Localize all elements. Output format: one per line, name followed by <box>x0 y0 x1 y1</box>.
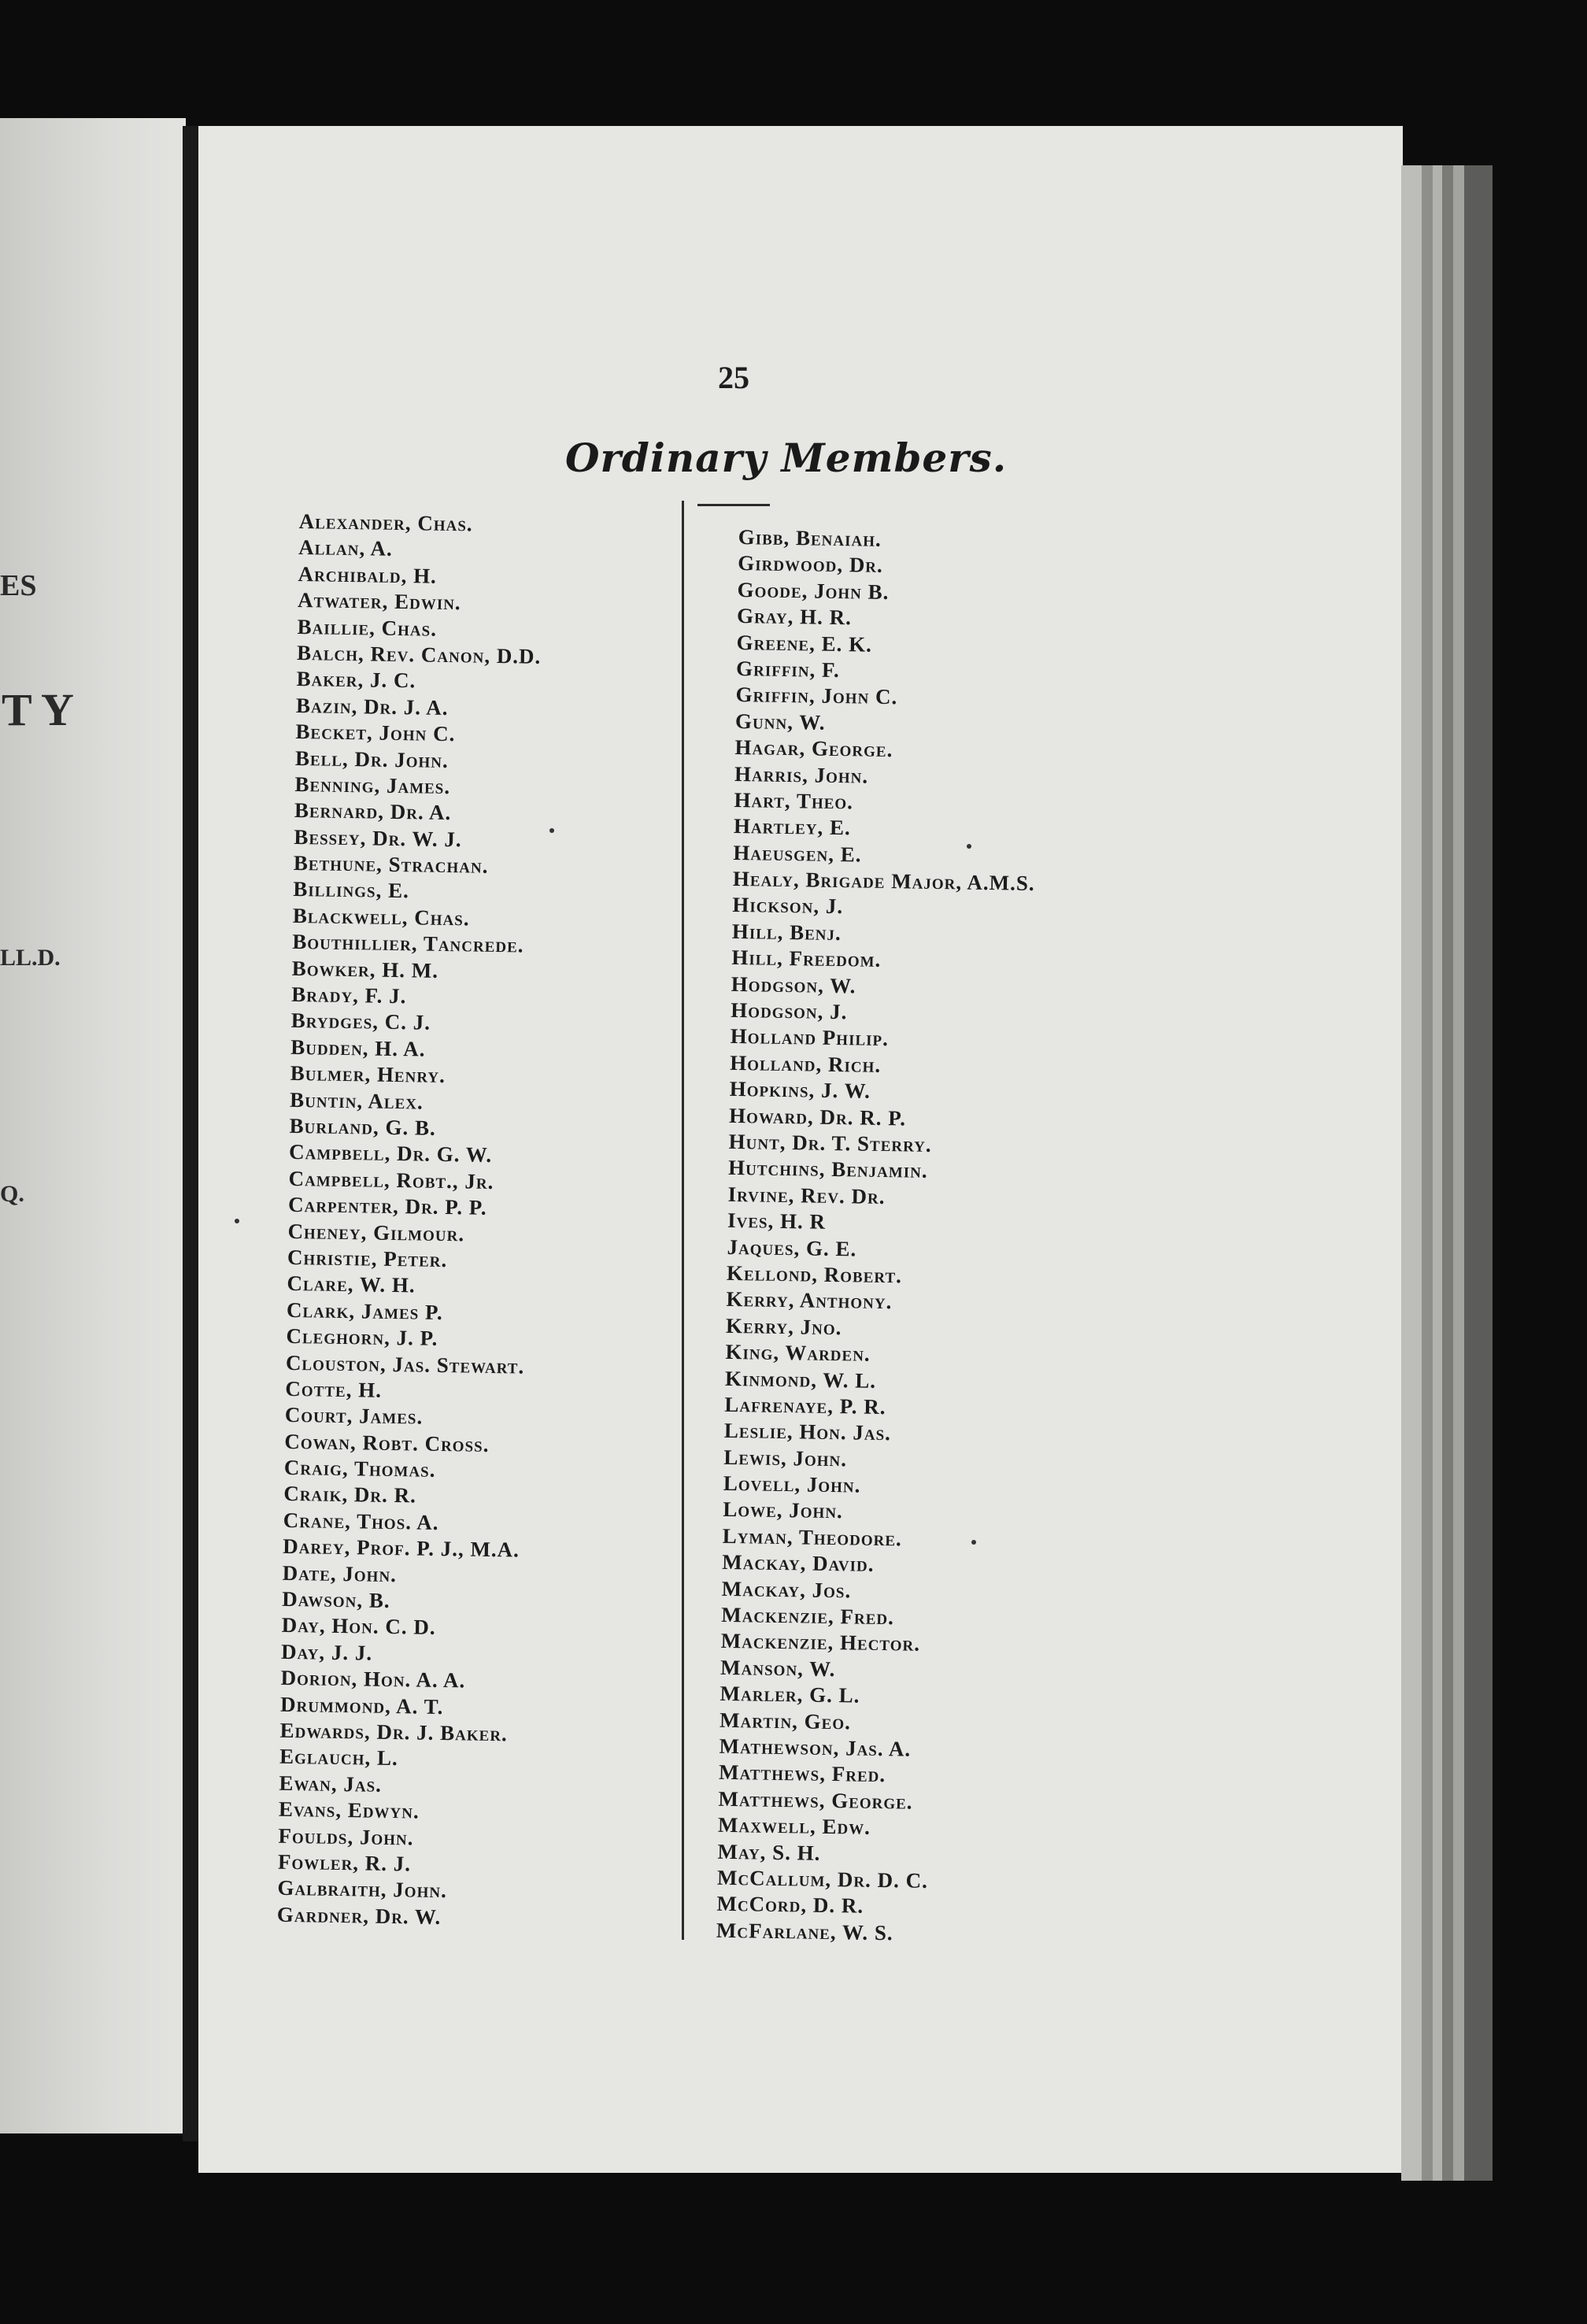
member-entry: May, S. H. <box>717 1839 821 1865</box>
member-entry: Bethune, Strachan. <box>293 851 489 878</box>
member-entry: King, Warden. <box>725 1339 871 1366</box>
member-entry: Hodgson, W. <box>731 971 856 998</box>
member-entry: Mackenzie, Fred. <box>721 1602 895 1630</box>
member-entry: Day, J. J. <box>280 1639 373 1665</box>
member-entry: Craik, Dr. R. <box>283 1482 417 1508</box>
member-entry: Holland Philip. <box>730 1024 890 1051</box>
member-entry: Kellond, Robert. <box>726 1260 903 1288</box>
book-gutter <box>183 126 200 2141</box>
member-entry: Bazin, Dr. J. A. <box>295 693 449 720</box>
member-entry: Mackay, David. <box>722 1550 875 1577</box>
member-entry: Leslie, Hon. Jas. <box>723 1419 892 1445</box>
member-entry: Bowker, H. M. <box>291 956 439 983</box>
member-entry: Mathewson, Jas. A. <box>719 1734 912 1761</box>
facing-page-fragment: Q. <box>0 1181 24 1207</box>
member-entry: Marler, G. L. <box>720 1682 860 1708</box>
member-entry: Crane, Thos. A. <box>283 1508 439 1534</box>
member-entry: Martin, Geo. <box>719 1708 852 1734</box>
member-entry: Cleghorn, J. P. <box>286 1323 438 1351</box>
member-entry: Hutchins, Benjamin. <box>727 1156 928 1183</box>
print-speck <box>235 1219 239 1223</box>
member-entry: McFarlane, W. S. <box>716 1918 893 1945</box>
member-entry: Cotte, H. <box>285 1376 383 1402</box>
member-entry: Dorion, Hon. A. A. <box>280 1666 466 1693</box>
member-entry: Matthews, Fred. <box>718 1760 886 1787</box>
member-entry: Manson, W. <box>720 1655 836 1681</box>
member-entry: Girdwood, Dr. <box>737 551 884 578</box>
member-entry: Clare, W. H. <box>287 1271 416 1297</box>
member-entry: Archibald, H. <box>298 561 438 588</box>
member-entry: Bouthillier, Tancrede. <box>292 930 524 957</box>
page-edges <box>1433 165 1442 2181</box>
section-heading: Ordinary Members. <box>565 435 1008 481</box>
print-speck <box>549 828 554 833</box>
member-entry: Hill, Freedom. <box>731 946 882 972</box>
member-entry: Campbell, Dr. G. W. <box>288 1140 493 1168</box>
member-entry: Lowe, John. <box>723 1497 844 1523</box>
member-entry: Mackay, Jos. <box>721 1576 852 1603</box>
member-list-right-column <box>716 524 1041 1948</box>
page-edges <box>1453 165 1464 2181</box>
member-entry: Hopkins, J. W. <box>729 1077 871 1103</box>
member-entry: Holland, Rich. <box>730 1050 882 1077</box>
member-entry: Kerry, Jno. <box>725 1313 842 1339</box>
member-entry: Mackenzie, Hector. <box>720 1629 921 1656</box>
member-entry: Gunn, W. <box>734 709 826 735</box>
member-entry: Carpenter, Dr. P. P. <box>287 1193 487 1220</box>
member-entry: Edwards, Dr. J. Baker. <box>279 1718 509 1746</box>
member-entry: Baker, J. C. <box>296 667 416 693</box>
member-entry: Ewan, Jas. <box>279 1771 383 1797</box>
print-speck <box>967 844 971 849</box>
member-entry: Eglauch, L. <box>279 1745 398 1771</box>
member-entry: Hickson, J. <box>732 893 844 919</box>
member-entry: Clouston, Jas. Stewart. <box>285 1350 525 1378</box>
facing-page <box>0 118 186 2133</box>
page-edges <box>1422 165 1433 2181</box>
member-entry: Irvine, Rev. Dr. <box>727 1182 886 1208</box>
member-entry: Hunt, Dr. T. Sterry. <box>728 1129 932 1156</box>
member-entry: Harris, John. <box>734 761 869 788</box>
member-entry: Haeusgen, E. <box>733 840 862 867</box>
member-entry: Christie, Peter. <box>287 1245 448 1272</box>
member-entry: Hodgson, J. <box>731 997 848 1024</box>
member-entry: Ives, H. R <box>727 1208 827 1234</box>
member-entry: Burland, G. B. <box>289 1113 436 1140</box>
member-entry: Brady, F. J. <box>291 982 407 1008</box>
member-entry: Clark, James P. <box>286 1297 444 1324</box>
member-entry: Blackwell, Chas. <box>292 903 470 931</box>
member-entry: Hagar, George. <box>734 735 893 762</box>
member-entry: Gray, H. R. <box>736 604 853 630</box>
member-entry: Cowan, Robt. Cross. <box>284 1429 490 1456</box>
member-entry: Griffin, F. <box>735 656 841 682</box>
member-entry: Buntin, Alex. <box>289 1087 424 1114</box>
member-entry: Date, John. <box>282 1560 398 1586</box>
member-entry: Gardner, Dr. W. <box>276 1902 442 1929</box>
column-divider <box>682 501 684 1940</box>
page-edges <box>1464 165 1493 2181</box>
member-entry: Gibb, Benaiah. <box>738 524 882 551</box>
member-entry: Day, Hon. C. D. <box>281 1613 436 1640</box>
member-entry: Balch, Rev. Canon, D.D. <box>296 640 542 668</box>
member-entry: Maxwell, Edw. <box>717 1812 871 1839</box>
member-entry: Jaques, G. E. <box>727 1234 857 1261</box>
page-number: 25 <box>718 360 749 395</box>
member-entry: McCord, D. R. <box>716 1892 864 1919</box>
member-entry: Kinmond, W. L. <box>724 1366 877 1393</box>
print-speck <box>971 1540 976 1545</box>
member-entry: Billings, E. <box>293 877 410 903</box>
member-entry: Atwater, Edwin. <box>297 588 461 615</box>
column-top-rule <box>697 504 770 506</box>
member-entry: Hart, Theo. <box>734 787 854 814</box>
member-entry: Griffin, John C. <box>735 683 898 709</box>
member-entry: Becket, John C. <box>295 720 456 746</box>
member-entry: Allan, A. <box>298 535 393 561</box>
member-entry: Healy, Brigade Major, A.M.S. <box>732 867 1035 896</box>
member-entry: Craig, Thomas. <box>283 1455 436 1482</box>
member-entry: Dawson, B. <box>282 1586 390 1613</box>
member-entry: Bell, Dr. John. <box>294 746 449 772</box>
member-entry: Lafrenaye, P. R. <box>724 1392 886 1419</box>
member-entry: Kerry, Anthony. <box>726 1287 893 1314</box>
member-entry: Darey, Prof. P. J., M.A. <box>283 1534 520 1562</box>
member-entry: Budden, H. A. <box>290 1034 426 1061</box>
member-entry: Campbell, Robt., Jr. <box>288 1166 494 1193</box>
member-entry: Bernard, Dr. A. <box>294 798 452 825</box>
member-entry: Greene, E. K. <box>736 630 873 657</box>
member-entry: Cheney, Gilmour. <box>287 1219 465 1245</box>
member-list-left-column <box>277 509 544 1932</box>
member-entry: Lyman, Theodore. <box>722 1523 903 1551</box>
member-entry: Baillie, Chas. <box>297 614 438 641</box>
member-entry: Alexander, Chas. <box>298 509 473 536</box>
facing-page-fragment: ES <box>0 569 37 602</box>
member-entry: Matthews, George. <box>718 1786 913 1814</box>
member-entry: Goode, John B. <box>737 577 890 604</box>
member-entry: Bessey, Dr. W. J. <box>294 824 462 851</box>
member-entry: Court, James. <box>284 1403 424 1429</box>
page-edges <box>1442 165 1453 2181</box>
member-entry: Howard, Dr. R. P. <box>728 1103 907 1131</box>
member-entry: McCallum, Dr. D. C. <box>716 1865 929 1893</box>
member-entry: Hartley, E. <box>733 814 851 840</box>
page-edges <box>1401 165 1422 2181</box>
member-entry: Galbraith, John. <box>277 1876 448 1903</box>
member-entry: Benning, James. <box>294 772 451 798</box>
member-entry: Evans, Edwyn. <box>278 1797 420 1823</box>
member-entry: Drummond, A. T. <box>279 1692 444 1719</box>
member-entry: Lewis, John. <box>723 1445 848 1471</box>
member-entry: Brydges, C. J. <box>290 1008 431 1035</box>
facing-page-fragment: T Y <box>2 684 74 735</box>
member-entry: Fowler, R. J. <box>277 1849 412 1876</box>
member-entry: Foulds, John. <box>278 1823 414 1850</box>
member-entry: Bulmer, Henry. <box>290 1061 446 1088</box>
member-entry: Lovell, John. <box>723 1471 861 1497</box>
facing-page-fragment: LL.D. <box>0 945 61 971</box>
member-entry: Hill, Benj. <box>731 919 842 945</box>
